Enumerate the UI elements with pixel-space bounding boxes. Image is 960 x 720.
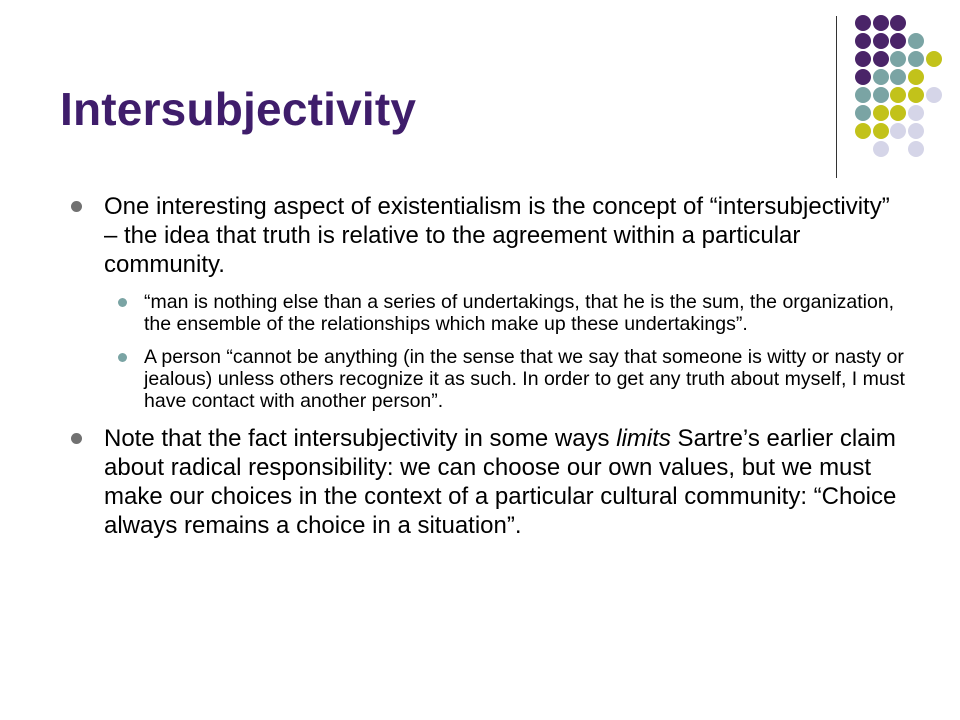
dot-icon bbox=[855, 105, 871, 121]
dot-icon bbox=[855, 33, 871, 49]
dot-icon bbox=[908, 123, 924, 139]
bullet-text: One interesting aspect of existentialism is the concept of “intersubjectivity” – the idea that truth is relative to the agreement within a particular community. bbox=[104, 193, 890, 278]
dot-icon bbox=[855, 69, 871, 85]
dot-icon bbox=[873, 105, 889, 121]
dot-icon bbox=[890, 69, 906, 85]
sub-bullet-icon bbox=[118, 298, 127, 307]
emphasis-text: limits bbox=[616, 425, 671, 452]
dot-icon bbox=[873, 69, 889, 85]
dot-icon bbox=[855, 123, 871, 139]
dot-icon bbox=[908, 87, 924, 103]
bullet-item bbox=[68, 192, 908, 412]
dot-icon bbox=[873, 123, 889, 139]
dot-icon bbox=[926, 87, 942, 103]
dot-icon bbox=[908, 51, 924, 67]
sub-bullet-item bbox=[104, 291, 908, 335]
sub-bullet-icon bbox=[118, 353, 127, 362]
slide-body bbox=[68, 192, 908, 552]
dot-icon bbox=[855, 15, 871, 31]
bullet-text-after: Sartre’s earlier claim about radical responsibility: we can choose our own values, but we must make our choices in the context of a particular cultural community: “Choice always remains a choice in a situation”. bbox=[104, 425, 897, 539]
dot-icon bbox=[908, 141, 924, 157]
dot-icon bbox=[890, 87, 906, 103]
dot-icon bbox=[890, 123, 906, 139]
dot-icon bbox=[873, 15, 889, 31]
dot-icon bbox=[908, 105, 924, 121]
dot-icon bbox=[926, 51, 942, 67]
dot-icon bbox=[855, 51, 871, 67]
dot-icon bbox=[908, 33, 924, 49]
sub-bullet-item bbox=[104, 346, 908, 412]
sub-bullet-text: “man is nothing else than a series of undertakings, that he is the sum, the organization, the ensemble of the relationships which make up these undertakings”. bbox=[144, 291, 895, 335]
dot-icon bbox=[908, 69, 924, 85]
dot-icon bbox=[890, 51, 906, 67]
dot-icon bbox=[873, 51, 889, 67]
dot-icon bbox=[873, 33, 889, 49]
decorative-divider-line bbox=[836, 16, 837, 178]
sub-bullet-text: A person “cannot be anything (in the sense that we say that someone is witty or nasty or jealous) unless others recognize it as such. In order to get any truth about myself, I must have contact with another person”. bbox=[144, 346, 905, 412]
sub-bullet-list bbox=[104, 291, 908, 412]
bullet-list bbox=[68, 192, 908, 540]
dot-icon bbox=[873, 87, 889, 103]
dot-icon bbox=[890, 15, 906, 31]
bullet-icon bbox=[71, 433, 82, 444]
bullet-icon bbox=[71, 201, 82, 212]
dot-icon bbox=[890, 33, 906, 49]
bullet-item bbox=[68, 424, 908, 540]
dot-icon bbox=[890, 105, 906, 121]
dot-icon bbox=[855, 87, 871, 103]
slide-title: Intersubjectivity bbox=[60, 83, 417, 135]
dot-icon bbox=[873, 141, 889, 157]
bullet-text-before: Note that the fact intersubjectivity in some ways bbox=[104, 425, 617, 452]
